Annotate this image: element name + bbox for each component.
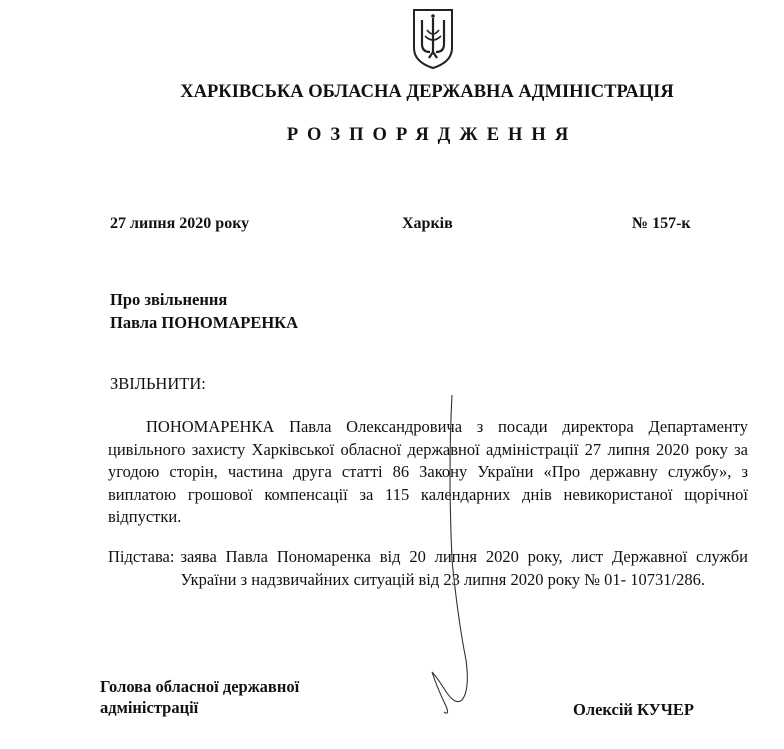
subject-line-2: Павла ПОНОМАРЕНКА <box>110 313 299 332</box>
signatory-title <box>100 676 299 718</box>
basis-text: заява Павла Пономаренка від 20 липня 2020 року, лист Державної служби України з надзвичайних ситуацій від 23 липня 2020 року № 01- 10731/286. <box>180 547 748 589</box>
order-paragraph <box>108 416 748 529</box>
document-type: РОЗПОРЯДЖЕННЯ <box>286 125 578 145</box>
signatory-title-line-2: адміністрації <box>100 698 199 717</box>
basis-section <box>108 546 748 591</box>
document-city: Харків <box>402 215 453 232</box>
document-date: 27 липня 2020 року <box>110 215 250 232</box>
trident-coat-of-arms-icon <box>411 8 455 70</box>
order-paragraph-text: ПОНОМАРЕНКА Павла Олександровича з посади директора Департаменту цивільного захисту Харківської обласної державної адміністрації 27 липня 2020 року за угодою сторін, частина друга статті 86 Закону України «Про державну службу», з виплатою грошової компенсації за 115 календарних днів невикористаної щорічної відпустки. <box>108 417 748 526</box>
basis-label: Підстава: <box>108 547 175 566</box>
document-subject <box>110 288 298 334</box>
subject-line-1: Про звільнення <box>110 290 228 309</box>
signatory-name: Олексій КУЧЕР <box>573 700 694 719</box>
document-number: № 157-к <box>632 215 691 232</box>
signatory-title-line-1: Голова обласної державної <box>100 677 300 696</box>
order-heading: ЗВІЛЬНИТИ: <box>110 374 206 393</box>
organization-name: ХАРКІВСЬКА ОБЛАСНА ДЕРЖАВНА АДМІНІСТРАЦІЯ <box>180 82 674 102</box>
